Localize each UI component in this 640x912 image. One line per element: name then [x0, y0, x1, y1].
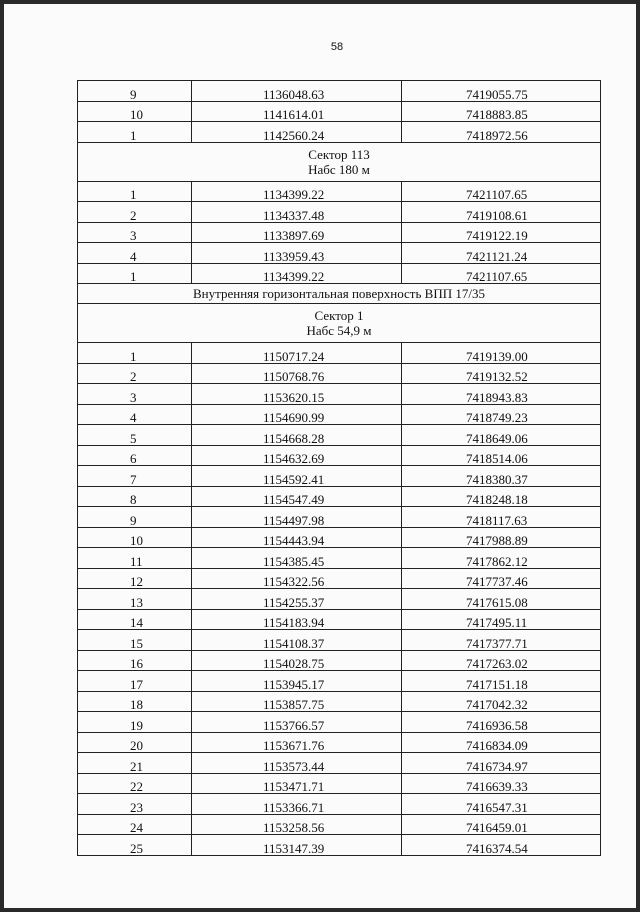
sector-name: Сектор 1 [314, 308, 364, 323]
x-coordinate-cell: 1142560.24 [192, 122, 402, 143]
table-row [78, 630, 601, 651]
table-row [78, 589, 601, 610]
x-coordinate-cell: 1134399.22 [192, 181, 402, 202]
y-coordinate-cell: 7416936.58 [402, 712, 601, 733]
sector-header-row [78, 142, 601, 181]
y-coordinate-cell: 7417737.46 [402, 568, 601, 589]
x-coordinate-cell: 1154668.28 [192, 425, 402, 446]
point-number-cell: 23 [78, 794, 192, 815]
x-coordinate-cell: 1134399.22 [192, 263, 402, 284]
table-row [78, 404, 601, 425]
x-coordinate-cell: 1154322.56 [192, 568, 402, 589]
x-coordinate-cell: 1153573.44 [192, 753, 402, 774]
table-row [78, 81, 601, 102]
table-row [78, 486, 601, 507]
table-row [78, 507, 601, 528]
x-coordinate-cell: 1133897.69 [192, 222, 402, 243]
point-number-cell: 24 [78, 814, 192, 835]
surface-title: Внутренняя горизонтальная поверхность ВПП 17/35 [78, 284, 601, 304]
x-coordinate-cell: 1154592.41 [192, 466, 402, 487]
point-number-cell: 1 [78, 122, 192, 143]
point-number-cell: 15 [78, 630, 192, 651]
y-coordinate-cell: 7417377.71 [402, 630, 601, 651]
table-row [78, 835, 601, 856]
y-coordinate-cell: 7416834.09 [402, 732, 601, 753]
point-number-cell: 22 [78, 773, 192, 794]
x-coordinate-cell: 1134337.48 [192, 202, 402, 223]
y-coordinate-cell: 7418883.85 [402, 101, 601, 122]
point-number-cell: 1 [78, 181, 192, 202]
table-row [78, 363, 601, 384]
x-coordinate-cell: 1153471.71 [192, 773, 402, 794]
table-row [78, 243, 601, 264]
y-coordinate-cell: 7417151.18 [402, 671, 601, 692]
y-coordinate-cell: 7418972.56 [402, 122, 601, 143]
x-coordinate-cell: 1150717.24 [192, 343, 402, 364]
table-row [78, 181, 601, 202]
sector-height: Набс 180 м [308, 161, 370, 177]
x-coordinate-cell: 1153671.76 [192, 732, 402, 753]
x-coordinate-cell: 1154183.94 [192, 609, 402, 630]
y-coordinate-cell: 7416734.97 [402, 753, 601, 774]
y-coordinate-cell: 7417615.08 [402, 589, 601, 610]
point-number-cell: 6 [78, 445, 192, 466]
x-coordinate-cell: 1153147.39 [192, 835, 402, 856]
table-row [78, 753, 601, 774]
y-coordinate-cell: 7418943.83 [402, 384, 601, 405]
y-coordinate-cell: 7418380.37 [402, 466, 601, 487]
sector-height: Набс 54,9 м [306, 323, 372, 338]
point-number-cell: 1 [78, 343, 192, 364]
point-number-cell: 2 [78, 202, 192, 223]
x-coordinate-cell: 1154632.69 [192, 445, 402, 466]
point-number-cell: 19 [78, 712, 192, 733]
y-coordinate-cell: 7417042.32 [402, 691, 601, 712]
table-row [78, 122, 601, 143]
point-number-cell: 7 [78, 466, 192, 487]
x-coordinate-cell: 1154385.45 [192, 548, 402, 569]
table-row [78, 691, 601, 712]
table-row [78, 445, 601, 466]
y-coordinate-cell: 7418749.23 [402, 404, 601, 425]
point-number-cell: 4 [78, 404, 192, 425]
point-number-cell: 4 [78, 243, 192, 264]
x-coordinate-cell: 1153366.71 [192, 794, 402, 815]
point-number-cell: 9 [78, 81, 192, 102]
table-row [78, 527, 601, 548]
point-number-cell: 21 [78, 753, 192, 774]
y-coordinate-cell: 7416639.33 [402, 773, 601, 794]
point-number-cell: 11 [78, 548, 192, 569]
x-coordinate-cell: 1153258.56 [192, 814, 402, 835]
table-row [78, 671, 601, 692]
x-coordinate-cell: 1153857.75 [192, 691, 402, 712]
y-coordinate-cell: 7416547.31 [402, 794, 601, 815]
point-number-cell: 3 [78, 384, 192, 405]
x-coordinate-cell: 1154028.75 [192, 650, 402, 671]
sector-header [78, 142, 601, 181]
table-row [78, 568, 601, 589]
x-coordinate-cell: 1154255.37 [192, 589, 402, 610]
table-row [78, 773, 601, 794]
point-number-cell: 12 [78, 568, 192, 589]
table-row [78, 609, 601, 630]
y-coordinate-cell: 7419122.19 [402, 222, 601, 243]
point-number-cell: 10 [78, 527, 192, 548]
point-number-cell: 20 [78, 732, 192, 753]
table-row [78, 732, 601, 753]
point-number-cell: 9 [78, 507, 192, 528]
point-number-cell: 17 [78, 671, 192, 692]
surface-header-row [78, 284, 601, 304]
x-coordinate-cell: 1150768.76 [192, 363, 402, 384]
y-coordinate-cell: 7416374.54 [402, 835, 601, 856]
x-coordinate-cell: 1153945.17 [192, 671, 402, 692]
point-number-cell: 2 [78, 363, 192, 384]
sector-name: Сектор 113 [308, 146, 370, 162]
y-coordinate-cell: 7418117.63 [402, 507, 601, 528]
table-row [78, 466, 601, 487]
point-number-cell: 3 [78, 222, 192, 243]
y-coordinate-cell: 7417495.11 [402, 609, 601, 630]
table-row [78, 794, 601, 815]
y-coordinate-cell: 7419108.61 [402, 202, 601, 223]
table-row [78, 425, 601, 446]
x-coordinate-cell: 1133959.43 [192, 243, 402, 264]
table-row [78, 548, 601, 569]
table-row [78, 384, 601, 405]
sector-header-row [78, 304, 601, 343]
point-number-cell: 5 [78, 425, 192, 446]
y-coordinate-cell: 7416459.01 [402, 814, 601, 835]
document-page [4, 4, 636, 908]
point-number-cell: 8 [78, 486, 192, 507]
y-coordinate-cell: 7421107.65 [402, 181, 601, 202]
point-number-cell: 13 [78, 589, 192, 610]
x-coordinate-cell: 1154690.99 [192, 404, 402, 425]
y-coordinate-cell: 7418514.06 [402, 445, 601, 466]
coordinates-table-body [78, 81, 601, 856]
x-coordinate-cell: 1154497.98 [192, 507, 402, 528]
y-coordinate-cell: 7418248.18 [402, 486, 601, 507]
x-coordinate-cell: 1153620.15 [192, 384, 402, 405]
y-coordinate-cell: 7419132.52 [402, 363, 601, 384]
table-row [78, 101, 601, 122]
table-row [78, 814, 601, 835]
coordinates-table [77, 80, 601, 856]
y-coordinate-cell: 7418649.06 [402, 425, 601, 446]
point-number-cell: 16 [78, 650, 192, 671]
table-row [78, 650, 601, 671]
table-row [78, 222, 601, 243]
sector-header [78, 304, 601, 343]
point-number-cell: 10 [78, 101, 192, 122]
x-coordinate-cell: 1141614.01 [192, 101, 402, 122]
x-coordinate-cell: 1153766.57 [192, 712, 402, 733]
y-coordinate-cell: 7419055.75 [402, 81, 601, 102]
x-coordinate-cell: 1136048.63 [192, 81, 402, 102]
y-coordinate-cell: 7417862.12 [402, 548, 601, 569]
table-row [78, 202, 601, 223]
x-coordinate-cell: 1154547.49 [192, 486, 402, 507]
y-coordinate-cell: 7417263.02 [402, 650, 601, 671]
point-number-cell: 14 [78, 609, 192, 630]
y-coordinate-cell: 7417988.89 [402, 527, 601, 548]
x-coordinate-cell: 1154443.94 [192, 527, 402, 548]
y-coordinate-cell: 7421107.65 [402, 263, 601, 284]
table-row [78, 712, 601, 733]
point-number-cell: 18 [78, 691, 192, 712]
y-coordinate-cell: 7421121.24 [402, 243, 601, 264]
table-row [78, 343, 601, 364]
x-coordinate-cell: 1154108.37 [192, 630, 402, 651]
point-number-cell: 25 [78, 835, 192, 856]
point-number-cell: 1 [78, 263, 192, 284]
page-number: 58 [330, 41, 344, 53]
table-row [78, 263, 601, 284]
y-coordinate-cell: 7419139.00 [402, 343, 601, 364]
